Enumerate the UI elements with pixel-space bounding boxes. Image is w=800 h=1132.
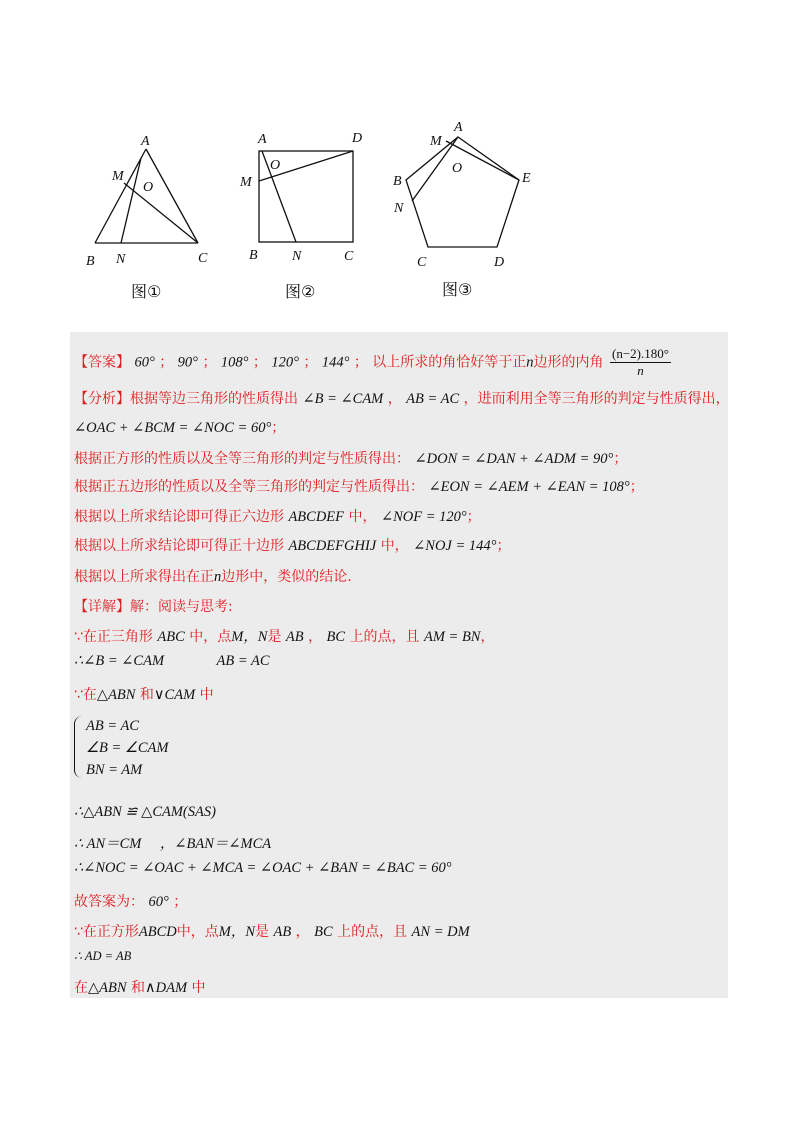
detail-line-7 bbox=[74, 891, 187, 911]
analysis-line-4 bbox=[74, 476, 644, 496]
analysis-text: ； bbox=[496, 538, 511, 554]
figure-1-triangle bbox=[95, 149, 198, 243]
analysis-formula: ∠NOF = 120° bbox=[380, 509, 467, 525]
answer-sep-2: ； bbox=[202, 354, 217, 371]
detail-text: ， bbox=[308, 629, 323, 645]
detail-tag: 【详解】 bbox=[74, 599, 130, 615]
analysis-formula: ABCDEF bbox=[288, 509, 345, 525]
detail-text: 和 bbox=[139, 687, 154, 703]
fig3-label-E: E bbox=[522, 171, 531, 186]
answer-value-5: 144° bbox=[321, 354, 350, 371]
answer-sep-5: ； bbox=[353, 354, 368, 371]
detail-line-3 bbox=[74, 684, 214, 704]
analysis-text: 根据正方形的性质以及全等三角形的判定与性质得出： bbox=[74, 451, 410, 467]
detail-formula: BC bbox=[314, 924, 333, 940]
detail-text: ， bbox=[295, 924, 310, 940]
congruence-system bbox=[74, 714, 224, 784]
analysis-formula: ∠NOJ = 144° bbox=[413, 538, 497, 554]
detail-text: ∵在正三角形 bbox=[74, 629, 153, 645]
brace-icon bbox=[74, 716, 83, 778]
fraction-numerator: (n−2).180° bbox=[612, 346, 669, 361]
figure-1-caption: 图① bbox=[131, 282, 162, 301]
detail-text: 上的点，且 bbox=[349, 629, 420, 645]
analysis-line-7 bbox=[74, 566, 352, 586]
detail-text: ∵在 bbox=[74, 687, 97, 703]
fig2-label-B: B bbox=[249, 248, 258, 263]
fig3-label-O: O bbox=[452, 161, 463, 176]
answer-value-1: 60° bbox=[134, 354, 155, 371]
analysis-text: 根据以上所求结论即可得正十边形 bbox=[74, 538, 284, 554]
analysis-formula: ∠OAC + ∠BCM = ∠NOC = 60° bbox=[74, 420, 272, 436]
answer-value-4: 120° bbox=[271, 354, 299, 371]
detail-formula: M，N bbox=[231, 629, 268, 645]
fig3-label-N: N bbox=[394, 201, 404, 216]
detail-text: 是 bbox=[267, 629, 282, 645]
fig3-label-C: C bbox=[417, 255, 427, 270]
detail-formula: ，∠BAN＝∠MCA bbox=[159, 836, 272, 852]
analysis-line-1: 【分析】根据等边三角形的性质得出 ∠B = ∠CAM ， AB = AC ，进而利用全等三角形的判定与性质得出， bbox=[74, 391, 730, 407]
fig1-label-M: M bbox=[112, 169, 124, 184]
detail-formula: ∴△ABN ≌ △CAM(SAS) bbox=[74, 804, 216, 820]
detail-line-4 bbox=[74, 804, 216, 821]
system-row-1: AB = AC bbox=[86, 718, 140, 734]
fig2-label-O: O bbox=[270, 158, 281, 173]
fig2-label-C: C bbox=[344, 249, 354, 264]
answer-sep-1: ； bbox=[159, 354, 174, 371]
analysis-text: 中， bbox=[348, 509, 377, 525]
figure-3-caption: 图③ bbox=[442, 280, 473, 299]
analysis-text: 根据以上所求得出在正 bbox=[74, 569, 214, 585]
detail-line-10 bbox=[74, 977, 205, 997]
analysis-formula: ∠DON = ∠DAN + ∠ADM = 90° bbox=[414, 451, 614, 467]
analysis-text: ； bbox=[629, 479, 644, 495]
detail-formula: ABCD bbox=[138, 924, 177, 940]
detail-line-6 bbox=[74, 860, 452, 877]
analysis-formula: AB = AC bbox=[406, 391, 460, 407]
system-row-3: BN = AM bbox=[86, 762, 143, 778]
answer-text-2: 边形的内角 bbox=[533, 354, 604, 371]
answer-n: n bbox=[526, 354, 534, 371]
figure-2-caption: 图② bbox=[285, 282, 316, 301]
detail-formula: ∴ AD = AB bbox=[74, 949, 132, 963]
answer-value-3: 108° bbox=[220, 354, 249, 371]
answer-sep-3: ； bbox=[252, 354, 267, 371]
detail-line-8 bbox=[74, 920, 470, 941]
fig2-label-D: D bbox=[352, 131, 363, 146]
fig1-label-C: C bbox=[198, 251, 208, 266]
answer-value-2: 90° bbox=[177, 354, 198, 371]
geometry-figures bbox=[0, 0, 800, 320]
detail-text: 是 bbox=[255, 924, 270, 940]
analysis-text: 根据以上所求结论即可得正六边形 bbox=[74, 509, 284, 525]
detail-formula: AM = BN bbox=[423, 629, 481, 645]
analysis-text: ； bbox=[613, 451, 628, 467]
detail-formula: AB bbox=[273, 924, 292, 940]
answer-text: 以上所求的角恰好等于正 bbox=[372, 354, 527, 371]
answer-line bbox=[74, 346, 671, 379]
fig3-label-A: A bbox=[454, 120, 463, 135]
fig3-label-B: B bbox=[393, 174, 402, 189]
analysis-n: n bbox=[214, 569, 222, 585]
analysis-text: 根据等边三角形的性质得出 bbox=[130, 391, 298, 407]
analysis-line-3 bbox=[74, 448, 627, 468]
detail-intro: 解：阅读与思考: bbox=[130, 599, 233, 615]
analysis-text: 边形中，类似的结论. bbox=[221, 569, 352, 585]
detail-header-line bbox=[74, 596, 233, 616]
fig3-label-D: D bbox=[494, 255, 505, 270]
detail-formula: △ABN bbox=[88, 980, 127, 996]
fig1-label-B: B bbox=[86, 254, 95, 269]
detail-formula: △ABN bbox=[96, 687, 136, 703]
detail-text: 中 bbox=[191, 980, 206, 996]
fig2-label-M: M bbox=[240, 175, 252, 190]
detail-text: 中，点 bbox=[189, 629, 232, 645]
interior-angle-fraction bbox=[610, 346, 671, 379]
detail-formula: M，N bbox=[218, 924, 256, 940]
figures-area bbox=[0, 0, 800, 320]
detail-formula: ∧DAM bbox=[145, 980, 188, 996]
analysis-formula: ∠EON = ∠AEM + ∠EAN = 108° bbox=[428, 479, 630, 495]
detail-formula: ∨CAM bbox=[153, 687, 196, 703]
detail-formula: AB = AC bbox=[216, 653, 270, 669]
answer-tag: 【答案】 bbox=[74, 354, 130, 371]
analysis-line-6 bbox=[74, 535, 510, 555]
fig1-label-O: O bbox=[143, 180, 154, 195]
analysis-text: 根据正五边形的性质以及全等三角形的判定与性质得出： bbox=[74, 479, 424, 495]
detail-formula: ∴∠NOC = ∠OAC + ∠MCA = ∠OAC + ∠BAN = ∠BAC = 60° bbox=[74, 860, 452, 876]
detail-formula: ABC bbox=[157, 629, 185, 645]
analysis-formula: ∠B = ∠CAM bbox=[302, 391, 384, 407]
detail-formula: AB bbox=[285, 629, 304, 645]
detail-text: ， bbox=[480, 629, 495, 645]
fig1-label-A: A bbox=[141, 134, 150, 149]
detail-text: 在 bbox=[74, 980, 88, 996]
detail-line-1 bbox=[74, 625, 494, 646]
analysis-line-5 bbox=[74, 506, 481, 526]
detail-text: 上的点，且 bbox=[337, 924, 408, 940]
analysis-formula: ABCDEFGHIJ bbox=[288, 538, 377, 554]
detail-text: 中，点 bbox=[176, 924, 219, 940]
detail-formula: ∴∠B = ∠CAM bbox=[74, 653, 165, 669]
answer-sep-4: ； bbox=[303, 354, 318, 371]
detail-formula: BC bbox=[326, 629, 346, 645]
detail-formula: AN = DM bbox=[411, 924, 470, 940]
analysis-tag: 【分析】 bbox=[74, 391, 130, 407]
fig2-label-A: A bbox=[258, 132, 267, 147]
figure-3-pentagon bbox=[406, 137, 519, 247]
system-row-2: ∠B = ∠CAM bbox=[86, 740, 169, 756]
fraction-denominator: n bbox=[637, 363, 644, 378]
detail-text: ∵在正方形 bbox=[74, 924, 139, 940]
detail-formula: ∴ AN＝CM bbox=[74, 836, 142, 852]
detail-line-2 bbox=[74, 653, 270, 670]
fig3-label-M: M bbox=[430, 134, 442, 149]
analysis-line-2 bbox=[74, 417, 285, 437]
analysis-text: 中， bbox=[380, 538, 409, 554]
detail-text: 中 bbox=[199, 687, 214, 703]
detail-line-5 bbox=[74, 832, 271, 853]
analysis-text: ，进而利用全等三角形的判定与性质得出， bbox=[463, 391, 730, 407]
fig2-label-N: N bbox=[292, 249, 302, 264]
analysis-text: ； bbox=[466, 509, 481, 525]
detail-text: 故答案为： bbox=[74, 894, 144, 910]
detail-text: 和 bbox=[131, 980, 145, 996]
analysis-text: ； bbox=[271, 420, 286, 436]
detail-text: ； bbox=[173, 894, 188, 910]
fig1-label-N: N bbox=[116, 252, 126, 267]
detail-line-9 bbox=[74, 948, 131, 964]
detail-formula: 60° bbox=[148, 894, 169, 910]
